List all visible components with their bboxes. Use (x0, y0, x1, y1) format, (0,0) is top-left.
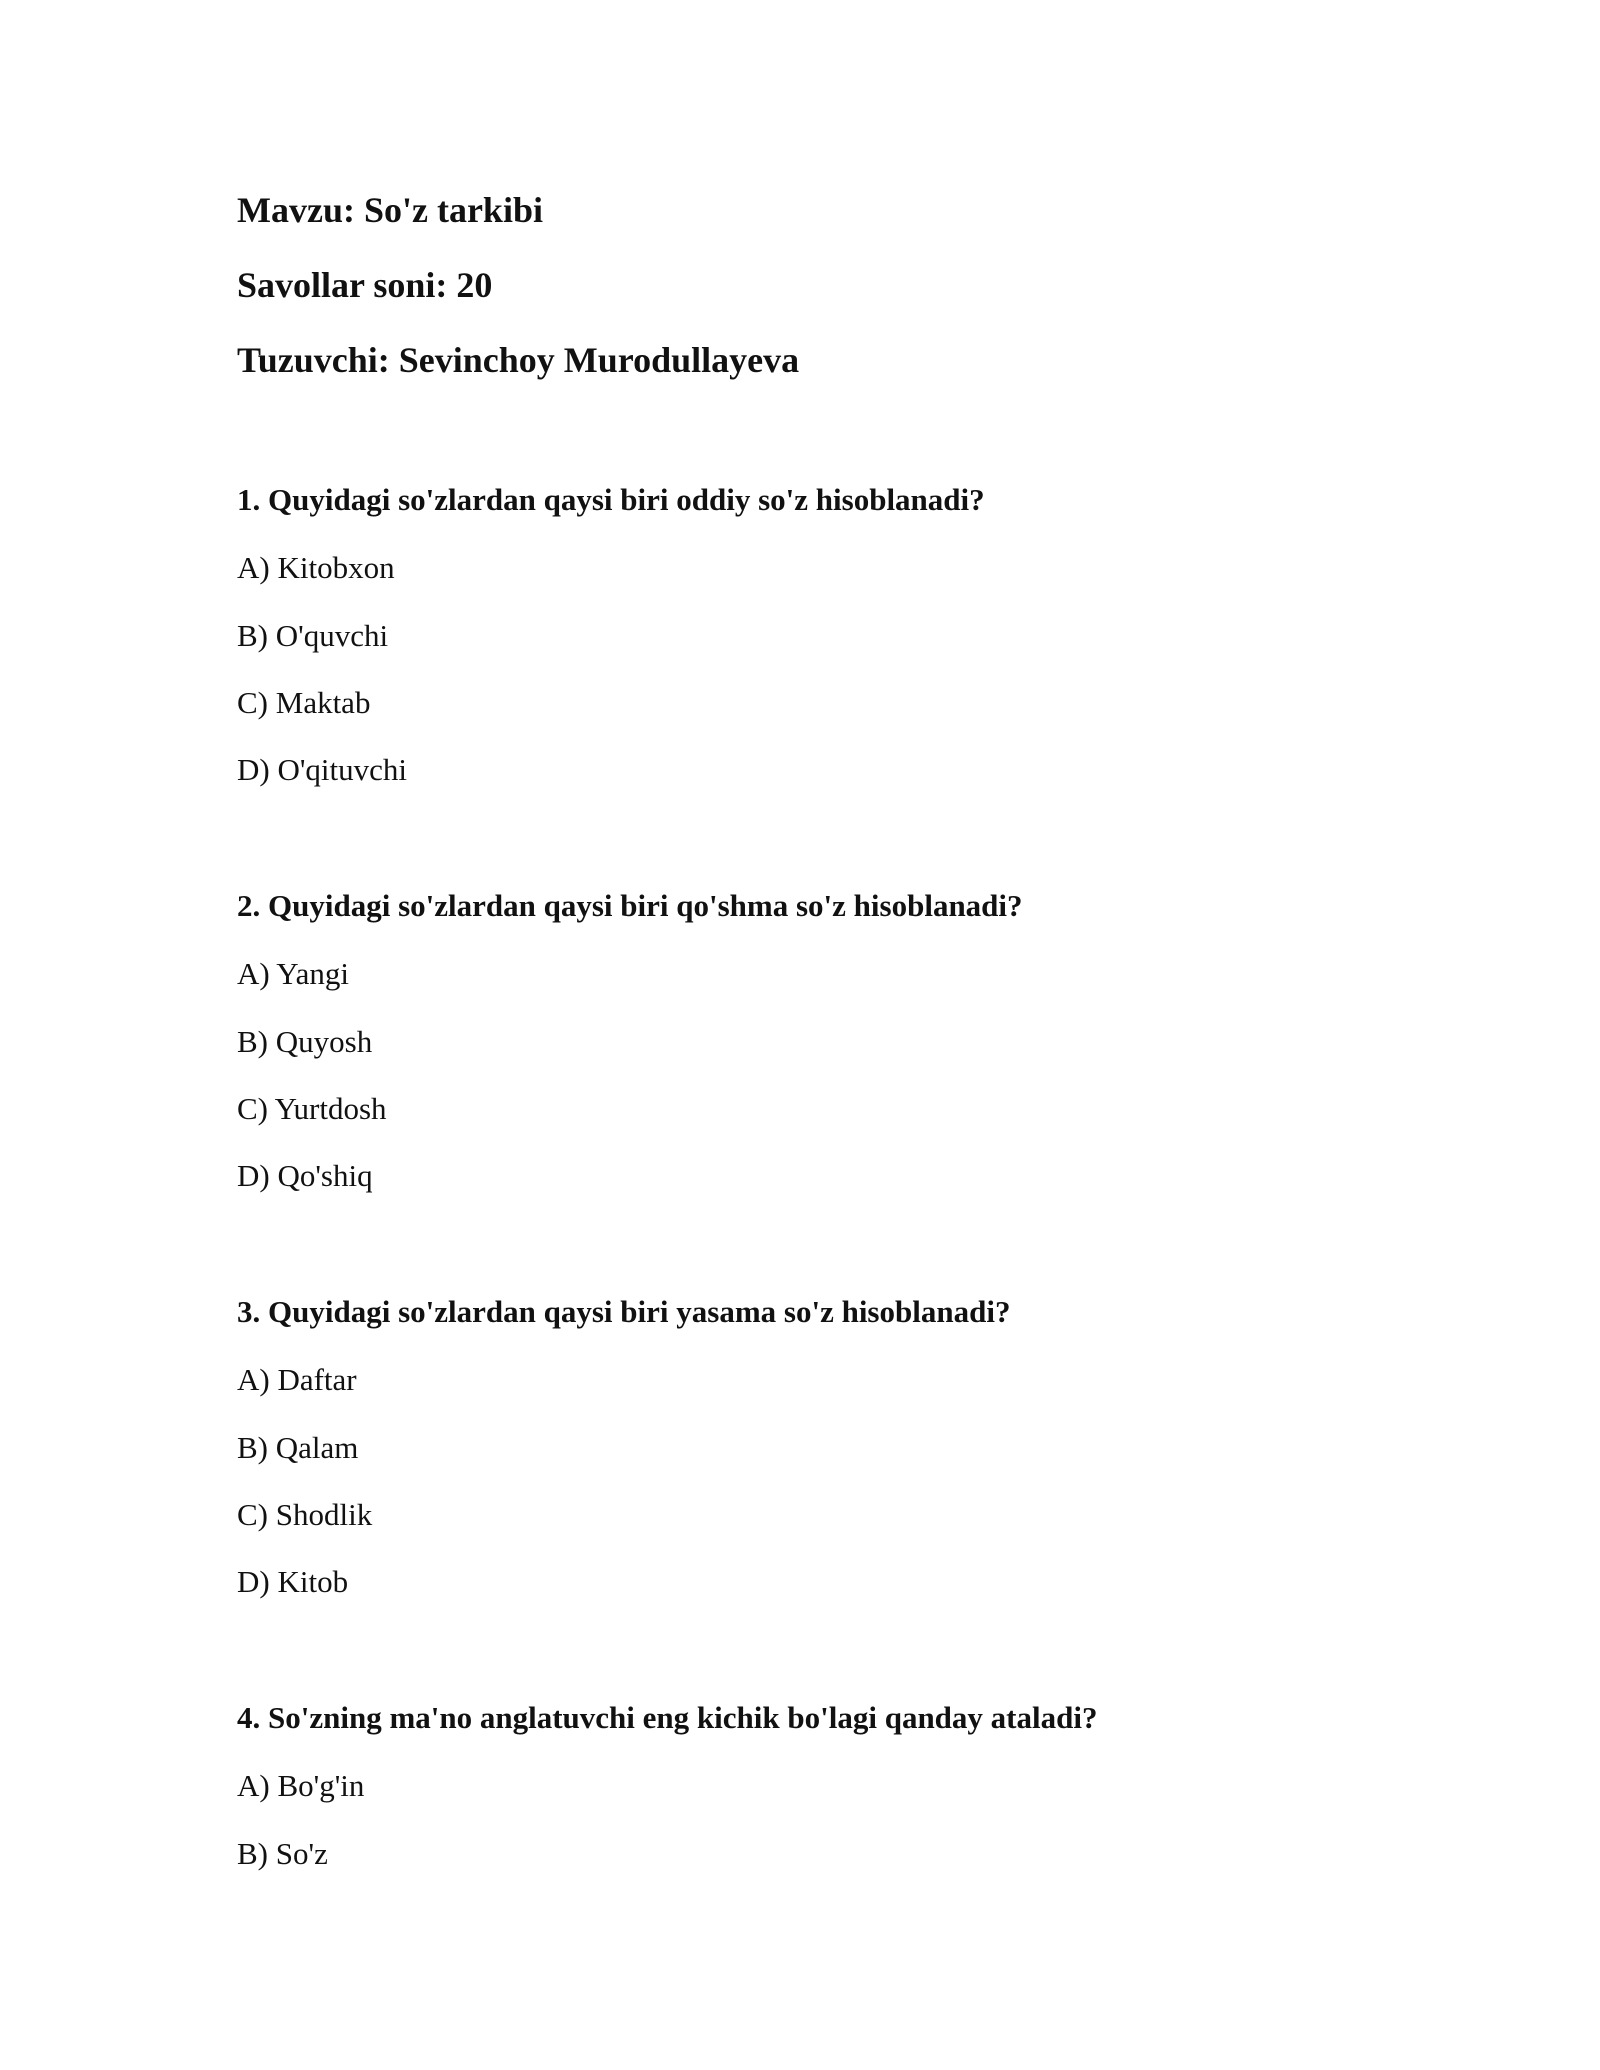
question-1-option-b: B) O'quvchi (237, 618, 389, 653)
question-3: 3. Quyidagi so'zlardan qaysi biri yasama so'z hisoblanadi? (237, 1294, 1011, 1329)
question-1-option-c: C) Maktab (237, 685, 371, 720)
question-2: 2. Quyidagi so'zlardan qaysi biri qo'shma so'z hisoblanadi? (237, 888, 1023, 923)
question-1-option-d: D) O'qituvchi (237, 752, 408, 787)
question-4-option-a: A) Bo'g'in (237, 1768, 365, 1803)
author-heading: Tuzuvchi: Sevinchoy Murodullayeva (237, 340, 800, 380)
question-4-option-b: B) So'z (237, 1836, 328, 1871)
question-2-option-d: D) Qo'shiq (237, 1158, 373, 1193)
question-3-option-a: A) Daftar (237, 1362, 357, 1397)
question-4: 4. So'zning ma'no anglatuvchi eng kichik bo'lagi qanday ataladi? (237, 1700, 1098, 1735)
question-1-option-a: A) Kitobxon (237, 550, 395, 585)
question-3-option-d: D) Kitob (237, 1564, 349, 1599)
document-page (237, 0, 1437, 2070)
topic-heading: Mavzu: So'z tarkibi (237, 190, 543, 230)
question-2-option-b: B) Quyosh (237, 1024, 373, 1059)
question-count-heading: Savollar soni: 20 (237, 265, 493, 305)
question-3-option-c: C) Shodlik (237, 1497, 373, 1532)
question-1: 1. Quyidagi so'zlardan qaysi biri oddiy so'z hisoblanadi? (237, 482, 985, 517)
question-2-option-c: C) Yurtdosh (237, 1091, 387, 1126)
question-3-option-b: B) Qalam (237, 1430, 359, 1465)
question-2-option-a: A) Yangi (237, 956, 349, 991)
